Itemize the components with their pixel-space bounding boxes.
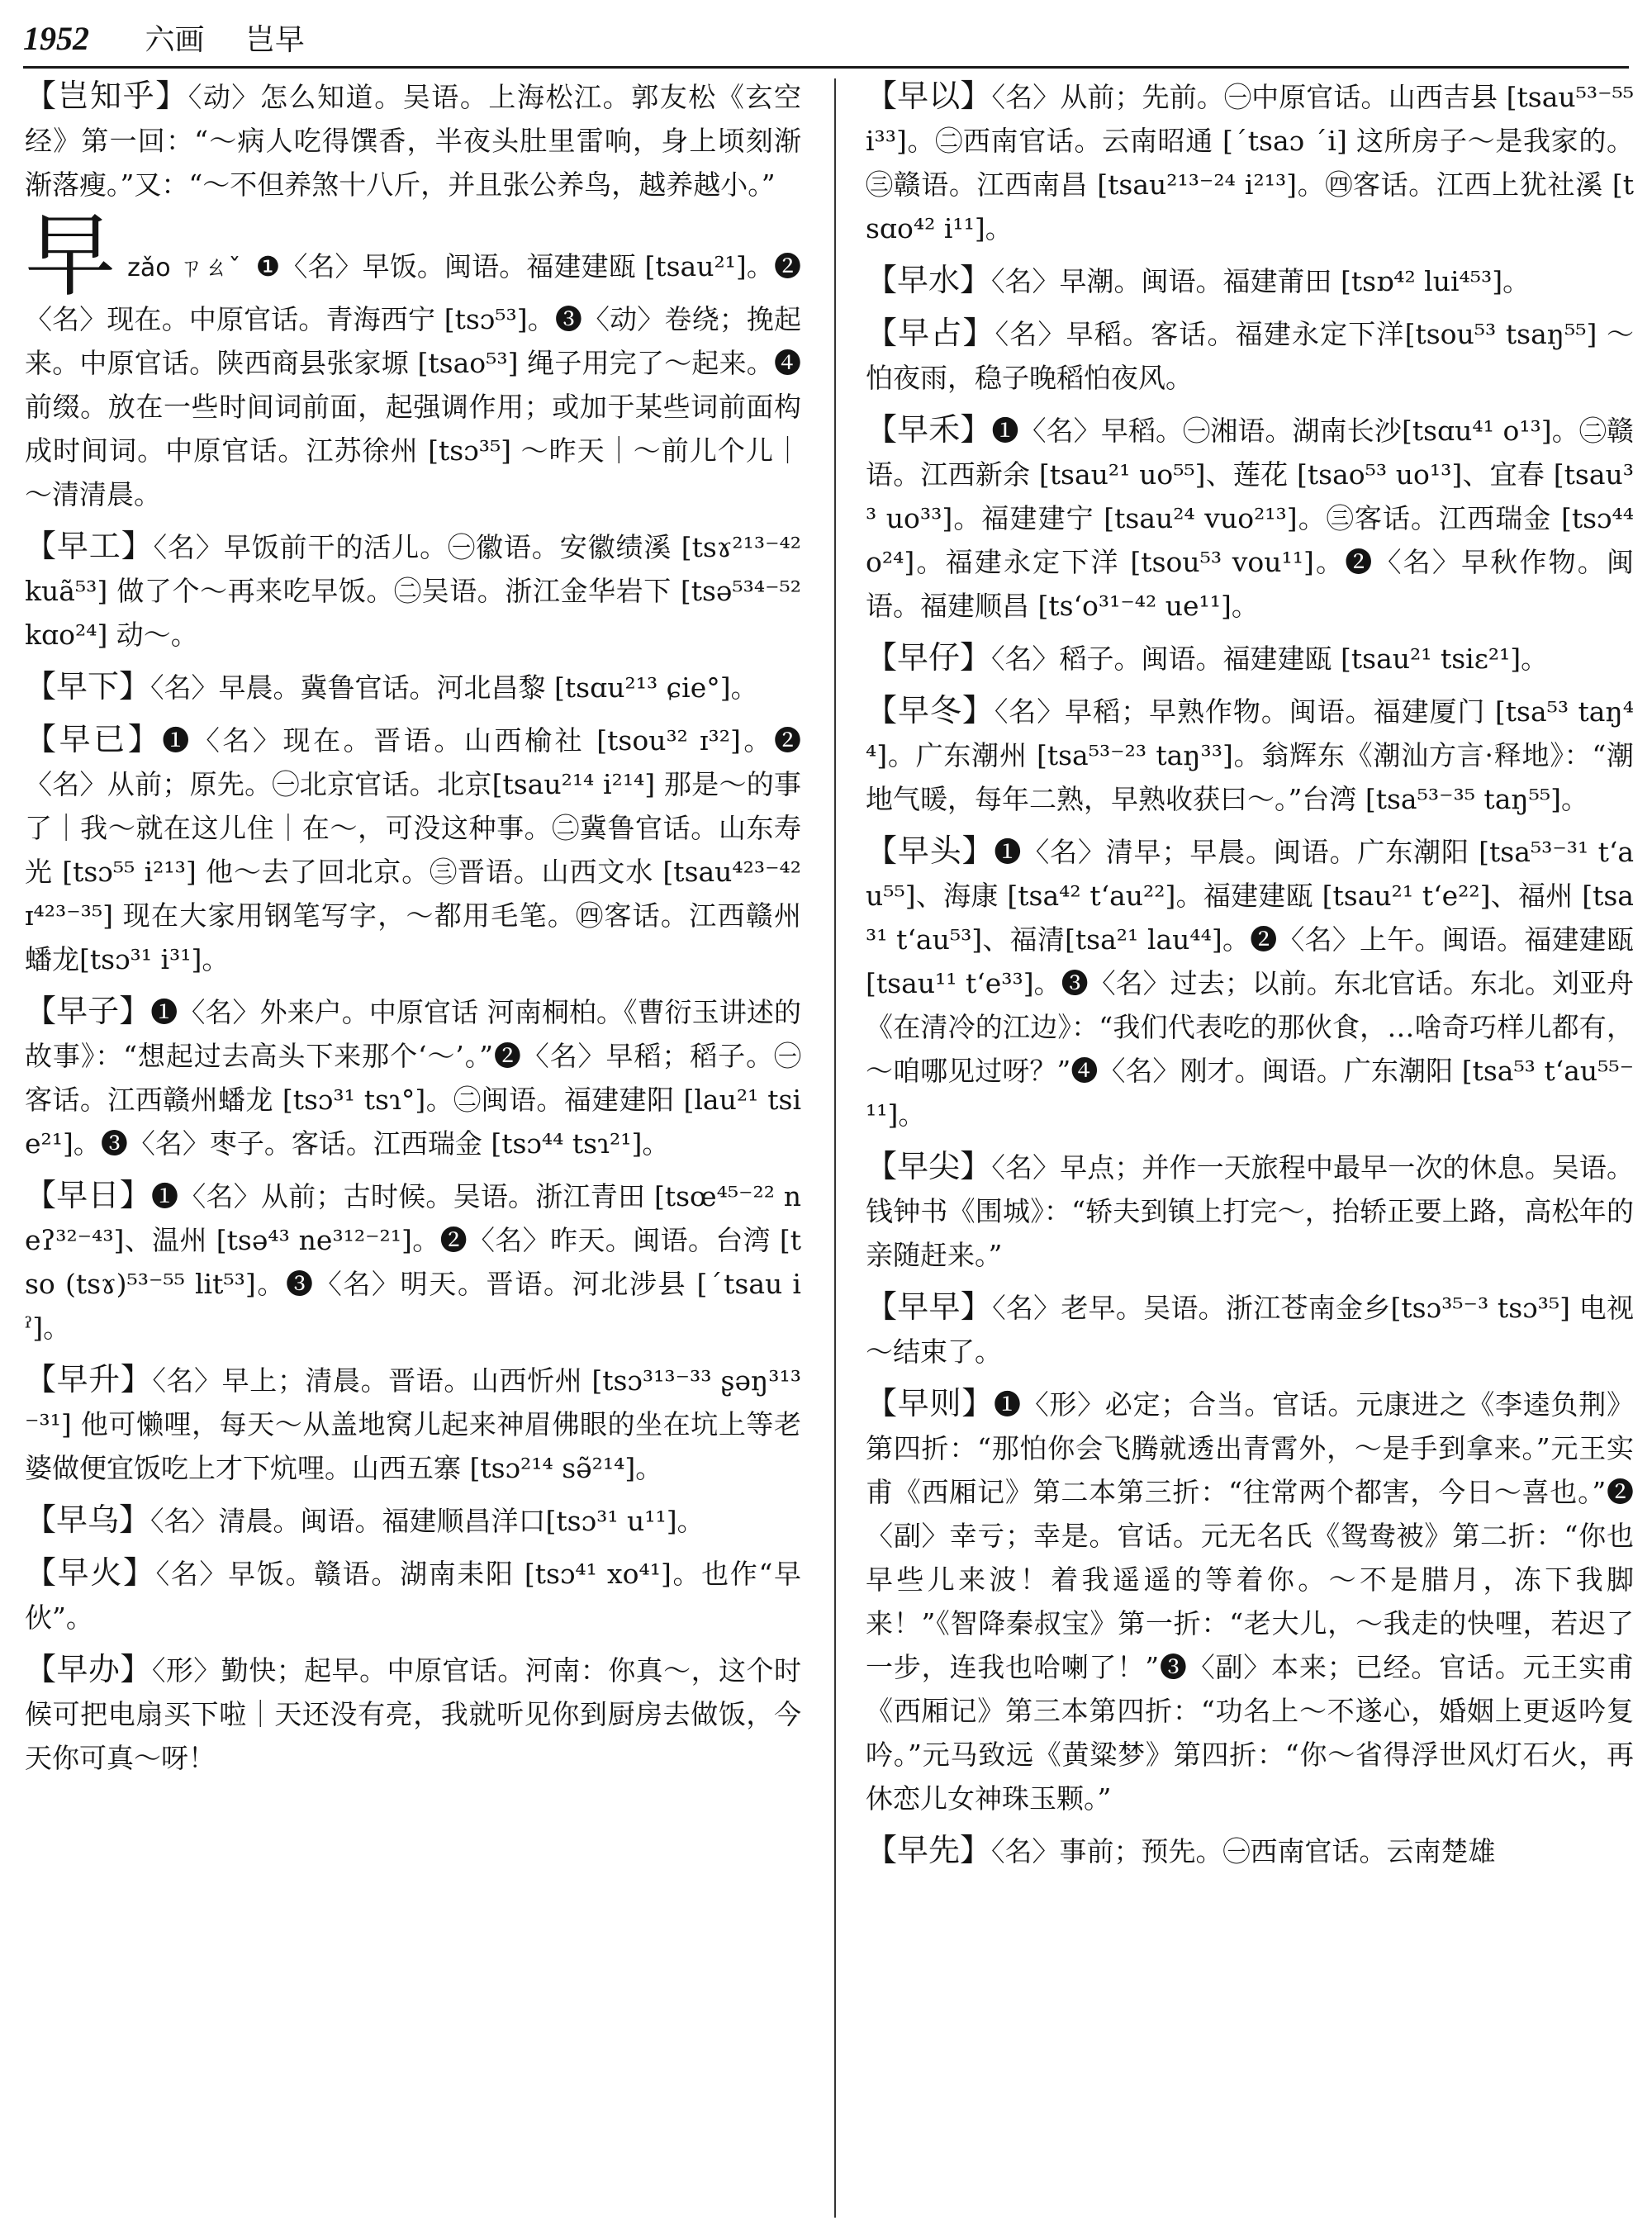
page-number: 1952 xyxy=(23,20,89,57)
entry-headword: 【早冬】 xyxy=(866,692,995,728)
entry-text: 〈名〉早饭。赣语。湖南耒阳 [tsɔ⁴¹ xo⁴¹]。也作“早伙”。 xyxy=(25,1558,801,1634)
entry-text: 〈名〉早晨。冀鲁官话。河北昌黎 [tsɑu²¹³ ɕie°]。 xyxy=(150,671,758,704)
entry-text: 〈动〉怎么知道。吴语。上海松江。郭友松《玄空经》第一回：“～病人吃得馔香，半夜头肚里雷响，身上顷刻渐渐落瘦。”又：“～不但养煞十八斤，并且张公养鸟，越养越小。” xyxy=(25,81,801,201)
entry-zao-zhan xyxy=(866,311,1634,400)
entry-text: 〈名〉早潮。闽语。福建莆田 [tsɒ⁴² lui⁴⁵³]。 xyxy=(991,265,1531,297)
entry-headword: 【早水】 xyxy=(866,262,992,298)
page-header xyxy=(23,18,1629,59)
entry-text: 〈名〉早稻；早熟作物。闽语。福建厦门 [tsa⁵³ taŋ⁴⁴]。广东潮州 [tsa⁵³⁻²³ taŋ³³]。翁辉东《潮汕方言·释地》：“潮地气暖，每年二熟，早熟收获曰～。”台湾 [tsa⁵³⁻³⁵ taŋ⁵⁵]。 xyxy=(866,695,1634,815)
entry-zao-tou xyxy=(866,829,1634,1136)
entry-text: 〈名〉稻子。闽语。福建建瓯 [tsau²¹ tsiɛ²¹]。 xyxy=(991,643,1549,675)
entry-headword: 【早以】 xyxy=(866,78,992,114)
entry-zao-yi-2 xyxy=(866,74,1634,250)
entry-headword: 【早早】 xyxy=(866,1288,993,1325)
entry-text: ❶〈名〉清早；早晨。闽语。广东潮阳 [tsa⁵³⁻³¹ tʻau⁵⁵]、海康 [tsa⁴² tʻau²²]。福建建瓯 [tsau²¹ tʻe²²]、福州 [tsa³¹ tʻau⁵³]、福清[tsa²¹ lau⁴⁴]。❷〈名〉上午。闽语。福建建瓯 [tsau¹¹ tʻe³³]。❸〈名〉过去；以前。东北官话。东北。刘亚舟《在清冷的江边》：“我们代表吃的那伙食，…啥奇巧样儿都有，～咱哪见过呀？”❹〈名〉刚才。闽语。广东潮阳 [tsa⁵³ tʻau⁵⁵⁻¹¹]。 xyxy=(866,836,1634,1131)
entry-headword: 【早下】 xyxy=(25,668,151,705)
entry-headword: 【早火】 xyxy=(25,1554,156,1591)
entry-text: ❶〈形〉必定；合当。官话。元康进之《李逵负荆》第四折：“那怕你会飞腾就透出青霄外，～是手到拿来。”元王实甫《西厢记》第二本第三折：“往常两个都害，今日～喜也。”❷〈副〉幸亏；幸是。官话。元无名氏《鸳鸯被》第二折：“你也早些儿来波！着我遥遥的等着你。～不是腊月，冻下我脚来！”《智降秦叔宝》第一折：“老大儿，～我走的快哩，若迟了一步，连我也哈喇了！”❸〈副〉本来；已经。官话。元王实甫《西厢记》第三本第四折：“功名上～不遂心，婚姻上更返吟复吟。”元马致远《黄粱梦》第四折：“你～省得浮世风灯石火，再休恋儿女神珠玉颗。” xyxy=(866,1388,1634,1815)
entry-zao-dong xyxy=(866,689,1634,821)
entry-headword: 【早尖】 xyxy=(866,1148,992,1184)
header-chars: 岂早 xyxy=(244,23,305,57)
entry-headword: 【早占】 xyxy=(866,315,995,351)
entry-text: 〈名〉从前；先前。㊀中原官话。山西吉县 [tsau⁵³⁻⁵⁵ i³³]。㊁西南官话。云南昭通 [ˊtsaɔ ˊi] 这所房子～是我家的。㊂赣语。江西南昌 [tsau²¹³⁻²⁴ i²¹³]。㊃客话。江西上犹社溪 [tsɑo⁴² i¹¹]。 xyxy=(866,81,1634,244)
entry-headword: 【早先】 xyxy=(866,1832,992,1868)
entry-zao-shui xyxy=(866,259,1634,303)
entry-text: ❶〈名〉早饭。闽语。福建建瓯 [tsau²¹]。❷〈名〉现在。中原官话。青海西宁 [tsɔ⁵³]。❸〈动〉卷绕；挽起来。中原官话。陕西商县张家塬 [tsao⁵³] 绳子用完了～起来。❹前缀。放在一些时间词前面，起强调作用；或加于某些词前面构成时间词。中原官话。江苏徐州 [tsɔ³⁵] ～昨天｜～前儿个儿｜～清清晨。 xyxy=(25,250,801,510)
entry-text: 〈名〉早饭前干的活儿。㊀徽语。安徽绩溪 [tsɤ²¹³⁻⁴² kuã⁵³] 做了个～再来吃早饭。㊁吴语。浙江金华岩下 [tsə⁵³⁴⁻⁵² kɑo²⁴] 动～。 xyxy=(25,531,801,651)
entry-text: ❶〈名〉外来户。中原官话 河南桐柏。《曹衍玉讲述的故事》：“想起过去高头下来那个‘～’。”❷〈名〉早稻；稻子。㊀客话。江西赣州蟠龙 [tsɔ³¹ tsɿ°]。㊁闽语。福建建阳 [lau²¹ tsie²¹]。❸〈名〉枣子。客话。江西瑞金 [tsɔ⁴⁴ tsɿ²¹]。 xyxy=(25,996,801,1160)
entry-zao-ri xyxy=(25,1174,801,1350)
entry-text: ❶〈名〉从前；古时候。吴语。浙江青田 [tsœ⁴⁵⁻²² neʔ³²⁻⁴³]、温州 [tsə⁴³ ne³¹²⁻²¹]。❷〈名〉昨天。闽语。台湾 [tso (tsɤ)⁵³⁻⁵⁵ lit⁵³]。❸〈名〉明天。晋语。河北涉县 [ˊtsau iˀ]。 xyxy=(25,1180,801,1344)
entry-zao-gong xyxy=(25,524,801,657)
entry-text: 〈名〉事前；预先。㊀西南官话。云南楚雄 xyxy=(991,1835,1496,1867)
entry-zao-zai xyxy=(866,636,1634,681)
entry-zao-zi xyxy=(25,989,801,1165)
entry-headword: 【早已】 xyxy=(25,721,163,757)
entry-headword: 【早仔】 xyxy=(866,639,992,676)
entry-zao-main xyxy=(25,203,801,516)
entry-zao-xian xyxy=(866,1829,1634,1873)
entry-zao-ze xyxy=(866,1382,1634,1820)
entry-headword: 【早子】 xyxy=(25,993,151,1029)
entry-zao-yi xyxy=(25,718,801,981)
entry-zao-jian xyxy=(866,1145,1634,1277)
left-column xyxy=(25,74,801,2222)
entry-headword: 【早禾】 xyxy=(866,411,992,448)
entry-headword: 【岂知乎】 xyxy=(25,78,188,114)
header-rule xyxy=(23,66,1629,69)
entry-headword: 【早乌】 xyxy=(25,1502,151,1538)
entry-headword: 【早头】 xyxy=(866,833,995,869)
main-pinyin: zǎo ㄗㄠˇ xyxy=(127,254,241,282)
right-column xyxy=(866,74,1634,2222)
entry-text: 〈名〉早稻。客话。福建永定下洋[tsou⁵³ tsaŋ⁵⁵] ～怕夜雨，稳子晚稻怕夜风。 xyxy=(866,318,1634,394)
entry-qi-zhi-hu xyxy=(25,74,801,206)
entry-text: 〈名〉清晨。闽语。福建顺昌洋口[tsɔ³¹ u¹¹]。 xyxy=(150,1505,705,1537)
entry-zao-sheng xyxy=(25,1358,801,1490)
entry-zao-xia xyxy=(25,665,801,709)
entry-text: 〈形〉勤快；起早。中原官话。河南：你真～，这个时候可把电扇买下啦｜天还没有亮，我就听见你到厨房去做饭，今天你可真～呀！ xyxy=(25,1654,801,1774)
entry-headword: 【早则】 xyxy=(866,1385,994,1421)
entry-text: 〈名〉早上；清晨。晋语。山西忻州 [tsɔ³¹³⁻³³ ʂəŋ³¹³⁻³¹] 他可懒哩，每天～从盖地窝儿起来神眉佛眼的坐在坑上等老婆做便宜饭吃上才下炕哩。山西五寨 [tsɔ²¹⁴ sə̃²¹⁴]。 xyxy=(25,1364,801,1484)
entry-headword: 【早办】 xyxy=(25,1651,152,1687)
entry-text: 〈名〉老早。吴语。浙江苍南金乡[tsɔ³⁵⁻³ tsɔ³⁵] 电视～结束了。 xyxy=(866,1292,1634,1368)
entry-zao-he xyxy=(866,408,1634,628)
section-label: 六画 xyxy=(145,23,205,57)
entry-headword: 【早工】 xyxy=(25,528,154,564)
entry-zao-wu xyxy=(25,1498,801,1543)
entry-text: ❶〈名〉早稻。㊀湘语。湖南长沙[tsɑu⁴¹ o¹³]。㊁赣语。江西新余 [tsau²¹ uo⁵⁵]、莲花 [tsao⁵³ uo¹³]、宜春 [tsau³³ uo³³]。福建建宁 [tsau²⁴ vuo²¹³]。㊂客话。江西瑞金 [tsɔ⁴⁴ o²⁴]。福建永定下洋 [tsou⁵³ vou¹¹]。❷〈名〉早秋作物。闽语。福建顺昌 [tsʻo³¹⁻⁴² ue¹¹]。 xyxy=(866,415,1634,622)
entry-zao-ban xyxy=(25,1648,801,1780)
main-head-char: 早 xyxy=(25,203,116,309)
entry-zao-huo xyxy=(25,1551,801,1639)
column-divider xyxy=(834,78,836,2218)
entry-text: 〈名〉早点；并作一天旅程中最早一次的休息。吴语。钱钟书《围城》：“轿夫到镇上打完～，抬轿正要上路，高松年的亲随赶来。” xyxy=(866,1151,1634,1271)
entry-headword: 【早升】 xyxy=(25,1361,153,1397)
entry-zao-zao xyxy=(866,1285,1634,1374)
entry-headword: 【早日】 xyxy=(25,1177,151,1213)
entry-text: ❶〈名〉现在。晋语。山西榆社 [tsou³² ɪ³²]。❷〈名〉从前；原先。㊀北京官话。北京[tsau²¹⁴ i²¹⁴] 那是～的事了｜我～就在这儿住｜在～，可没这种事。㊁冀鲁官话。山东寿光 [tsɔ⁵⁵ i²¹³] 他～去了回北京。㊂晋语。山西文水 [tsau⁴²³⁻⁴² ɪ⁴²³⁻³⁵] 现在大家用钢笔写字，～都用毛笔。㊃客话。江西赣州蟠龙[tsɔ³¹ i³¹]。 xyxy=(25,724,801,975)
